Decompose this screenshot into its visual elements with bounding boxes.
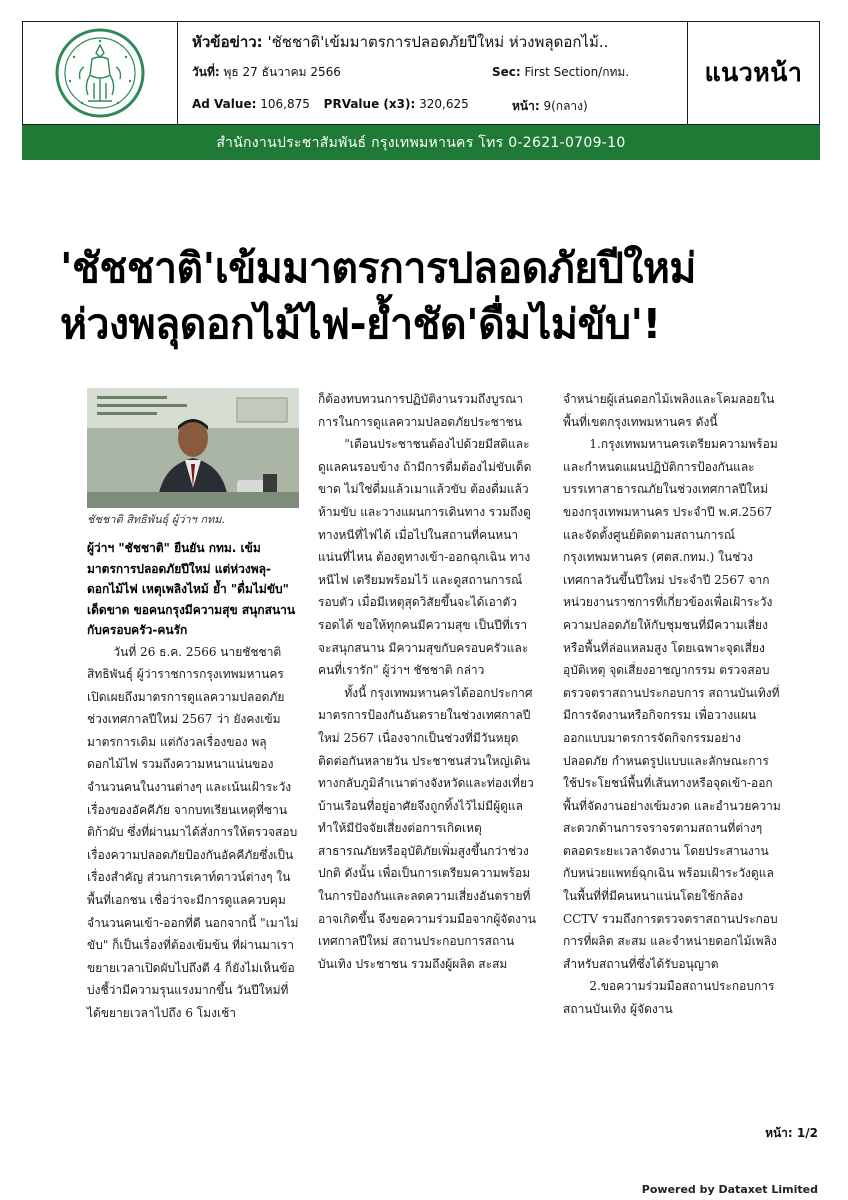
footer-page-number	[765, 1124, 818, 1143]
ad-value: 106,875	[260, 97, 310, 111]
prvalue-label: PRValue (x3):	[323, 97, 416, 111]
date-label: วันที่:	[192, 65, 220, 79]
prvalue-value: 320,625	[419, 97, 469, 111]
article-column-1	[87, 388, 299, 1025]
governor-photo-illustration	[87, 388, 299, 508]
clipping-header	[22, 21, 820, 125]
clipping-info	[178, 22, 688, 124]
date-value: พุธ 27 ธันวาคม 2566	[223, 65, 341, 79]
footer-page-value: 1/2	[796, 1126, 818, 1140]
article-column-3	[563, 388, 781, 1021]
column-1-body: วันที่ 26 ธ.ค. 2566 นายชัชชาติ สิทธิพันธุ์ ผู้ว่าราชการกรุงเทพมหานคร เปิดเผยถึงมาตรการดูแลความปลอดภัยช่วงเทศกาลปีใหม่ 2567 ว่า ยังคงเข้มมาตรการเดิม แต่กังวลเรื่องของ พลุ ดอกไม้ไฟ รวมถึงความหนาแน่นของจำนวนคนในงานต่างๆ และเน้นเฝ้าระวังเรื่องของอัคคีภัย จากบทเรียนเหตุที่ซานติก้าผับ ซึ่งที่ผ่านมาได้สั่งการให้ตรวจสอบเรื่องความปลอดภัยป้องกันอัคคีภัยซึ่งเป็นเรื่องสำคัญ ส่วนการเคาท์ดาวน์ต่างๆ ในพื้นที่เอกชน เชื่อว่าจะมีการดูแลควบคุมจำนวนคนเข้า-ออกที่ดี นอกจากนี้ "เมาไม่ขับ" ก็เป็นเรื่องที่ต้องเข้มข้น ที่ผ่านมาเราขยายเวลาเปิดผับไปถึงตี 4 ก็ยังไม่เห็นข้อบ่งชี้ว่ามีความรุนแรงมากขึ้น วันปีใหม่ที่ได้ขยายเวลาไปถึง 6 โมงเช้า	[87, 644, 299, 1020]
bangkok-seal-logo	[54, 27, 146, 119]
office-contact-bar	[22, 125, 820, 160]
value-row	[192, 97, 687, 117]
column-3-paragraph-3: 2.ขอความร่วมมือสถานประกอบการ สถานบันเทิง ผู้จัดงาน	[563, 979, 775, 1017]
footer-page-label: หน้า:	[765, 1126, 793, 1140]
publication-cell	[688, 22, 819, 124]
powered-by-credit: Powered by Dataxet Limited	[641, 1183, 818, 1196]
column-3-paragraph-2: 1.กรุงเทพมหานครเตรียมความพร้อมและกำหนดแผนปฏิบัติการป้องกันและบรรเทาสาธารณภัยในช่วงเทศกาลปีใหม่ของกรุงเทพมหานคร ประจำปี พ.ศ.2567 และจัดตั้งศูนย์ติดตามสถานการณ์กรุงเทพมหานคร (ศตส.กทม.) ในช่วงเทศกาลวันขึ้นปีใหม่ ประจำปี 2567 จากหน่วยงานราชการที่เกี่ยวข้องเพื่อเฝ้าระวังความปลอดภัยให้กับชุมชนที่มีความเสี่ยงหรือพื้นที่ล่อแหลมสูง โดยเฉพาะจุดเสี่ยงอุบัติเหตุ จุดเสี่ยงอาชญากรรม ตรวจสอบตรวจตราสถานประกอบการ สถานบันเทิงที่มีการจัดงานหรือกิจกรรม เพื่อวางแผนออกแบบมาตรการจัดกิจกรรมอย่างปลอดภัย กำหนดรูปแบบและลักษณะการใช้ประโยชน์พื้นที่เส้นทางหรือจุดเข้า-ออกพื้นที่จัดงานอย่างเข้มงวด และอำนวยความสะดวกด้านการจราจรตามสถานที่ต่างๆ ตลอดระยะเวลาจัดงาน โดยประสานงานกับหน่วยแพทย์ฉุกเฉิน พร้อมเฝ้าระวังดูแลในพื้นที่ที่มีคนหนาแน่นโดยใช้กล้อง CCTV รวมถึงการตรวจตราสถานประกอบการที่ผลิต สะสม และจำหน่ายดอกไม้เพลิงสำหรับสถานที่ซึ่งได้รับอนุญาต	[563, 437, 781, 971]
page-group	[512, 97, 588, 116]
article-title	[60, 240, 800, 352]
headline-label: หัวข้อข่าว:	[192, 33, 263, 51]
section-group	[492, 63, 629, 82]
date-sec-row	[192, 63, 687, 85]
column-3-paragraph-1: จำหน่ายผู้เล่นดอกไม้เพลิงและโคมลอยในพื้นที่เขตกรุงเทพมหานคร ดังนี้	[563, 392, 775, 429]
column-2-paragraph-1: ก็ต้องทบทวนการปฏิบัติงานรวมถึงบูรณาการในการดูแลความปลอดภัยประชาชน	[318, 392, 523, 429]
article-lead: ผู้ว่าฯ "ชัชชาติ" ยืนยัน กทม. เข้มมาตรการปลอดภัยปีใหม่ แต่ห่วงพลุ-ดอกไม้ไฟ เหตุเพลิงไหม้ ย้ำ "ดื่มไม่ขับ" เด็ดขาด ขอคนกรุงมีความสุข สนุกสนานกับครอบครัว-คนรัก	[87, 541, 296, 637]
column-2-paragraph-2: "เตือนประชาชนต้องไปด้วยมีสติและดูแลคนรอบข้าง ถ้ามีการดื่มต้องไม่ขับเด็ดขาด ไม่ใช่ดื่มแล้วเมาแล้วขับ ต้องดื่มแล้วห้ามขับ และวางแผนการเดินทาง รวมถึงดูทางหนีที่ไฟได้ เมื่อไปในสถานที่คนหนาแน่นที่ไหน ต้องดูทางเข้า-ออกฉุกเฉิน ทางหนีไฟ เตรียมพร้อมไว้ และดูสถานการณ์รอบตัว เมื่อมีเหตุสุดวิสัยขึ้นจะได้เอาตัวรอดได้ ขอให้ทุกคนมีความสุข เป็นปีที่เราจะสนุกสนาน มีความสุขกับครอบครัวและคนที่เรารัก" ผู้ว่าฯ ชัชชาติ กล่าว	[318, 437, 532, 678]
headline-row	[192, 30, 687, 52]
title-line-1: 'ชัชชาติ'เข้มมาตรการปลอดภัยปีใหม่	[60, 244, 696, 292]
title-line-2: ห่วงพลุดอกไม้ไฟ-ย้ำชัด'ดื่มไม่ขับ'!	[60, 300, 661, 348]
page-label: หน้า:	[512, 99, 540, 113]
page-value: 9(กลาง)	[543, 99, 588, 113]
article-column-2	[318, 388, 538, 975]
sec-value: First Section/กทม.	[524, 65, 630, 79]
column-2-paragraph-3: ทั้งนี้ กรุงเทพมหานครได้ออกประกาศมาตรการป้องกันอันตรายในช่วงเทศกาลปีใหม่ 2567 เนื่องจากเป็นช่วงที่มีวันหยุดติดต่อกันหลายวัน ประชาชนส่วนใหญ่เดินทางกลับภูมิลำเนาต่างจังหวัดและท่องเที่ยว บ้านเรือนที่อยู่อาศัยจึงถูกทิ้งไว้ไม่มีผู้ดูแล ทำให้มีปัจจัยเสี่ยงต่อการเกิดเหตุสาธารณภัยหรืออุบัติภัยเพิ่มสูงขึ้นกว่าช่วงปกติ ดังนั้น เพื่อเป็นการเตรียมความพร้อมในการป้องกันและลดความเสี่ยงอันตรายที่อาจเกิดขึ้น จึงขอความร่วมมือจากผู้จัดงานเทศกาลปีใหม่ สถานประกอบการสถานบันเทิง ประชาชน รวมถึงผู้ผลิต สะสม	[318, 685, 536, 971]
article-photo	[87, 388, 299, 508]
office-contact-text: สำนักงานประชาสัมพันธ์ กรุงเทพมหานคร โทร 0-2621-0709-10	[216, 134, 626, 151]
ad-value-label: Ad Value:	[192, 97, 257, 111]
logo-cell	[23, 22, 178, 124]
headline-value: 'ชัชชาติ'เข้มมาตรการปลอดภัยปีใหม่ ห่วงพลุดอกไม้..	[267, 33, 609, 51]
sec-label: Sec:	[492, 65, 521, 79]
photo-caption: ชัชชาติ สิทธิพันธุ์ ผู้ว่าฯ กทม.	[87, 513, 226, 526]
publication-name: แนวหน้า	[704, 58, 803, 87]
